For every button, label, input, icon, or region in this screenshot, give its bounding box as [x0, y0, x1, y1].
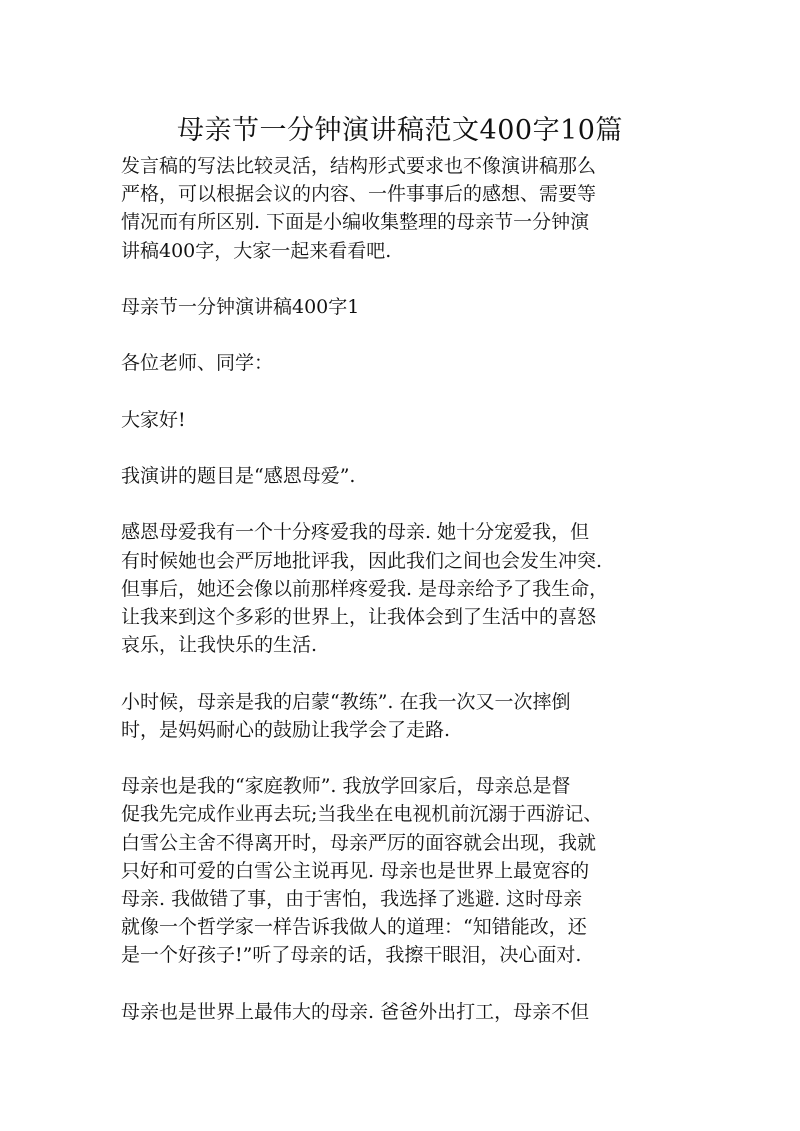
text-line: 白雪公主舍不得离开时，母亲严厉的面容就会出现，我就 [121, 831, 597, 854]
text-line: 小时候，母亲是我的启蒙“教练”. 在我一次又一次摔倒 [121, 690, 571, 713]
topic-paragraph [121, 462, 681, 490]
body-paragraph [121, 998, 681, 1026]
body-paragraph [121, 518, 681, 659]
text-line: 感恩母爱我有一个十分疼爱我的母亲. 她十分宠爱我，但 [121, 521, 590, 544]
text-line: 大家好! [121, 408, 186, 431]
text-line: 只好和可爱的白雪公主说再见. 母亲也是世界上最宽容的 [121, 859, 590, 882]
text-line: 就像一个哲学家一样告诉我做人的道理：“知错能改，还 [121, 916, 587, 939]
text-line: 母亲也是世界上最伟大的母亲. 爸爸外出打工，母亲不但 [121, 1000, 590, 1023]
text-line: 有时候她也会严厉地批评我，因此我们之间也会发生冲突. [121, 549, 603, 572]
text-line: 是一个好孩子!”听了母亲的话，我擦干眼泪，决心面对. [121, 944, 582, 967]
text-line: 严格，可以根据会议的内容、一件事事后的感想、需要等 [121, 183, 597, 206]
text-line: 但事后，她还会像以前那样疼爱我. 是母亲给予了我生命， [121, 577, 609, 600]
intro-paragraph [121, 152, 681, 265]
text-line: 哀乐，让我快乐的生活. [121, 634, 318, 657]
text-line: 我演讲的题目是“感恩母爱”. [121, 465, 356, 488]
text-line: 母亲也是我的“家庭教师”. 我放学回家后，母亲总是督 [121, 775, 571, 798]
salutation-paragraph [121, 349, 681, 377]
text-line: 情况而有所区别. 下面是小编收集整理的母亲节一分钟演 [121, 211, 590, 234]
text-line: 让我来到这个多彩的世界上，让我体会到了生活中的喜怒 [121, 606, 597, 628]
body-paragraph [121, 688, 681, 744]
text-line: 母亲. 我做错了事，由于害怕，我选择了逃避. 这时母亲 [121, 887, 583, 910]
text-line: 发言稿的写法比较灵活，结构形式要求也不像演讲稿那么 [121, 155, 597, 177]
document-body [121, 152, 681, 1054]
text-line: 讲稿400字，大家一起来看看吧. [121, 239, 392, 262]
body-paragraph [121, 772, 681, 969]
text-line: 时，是妈妈耐心的鼓励让我学会了走路. [121, 718, 451, 741]
document-title: 母亲节一分钟演讲稿范文400字10篇 [177, 115, 623, 146]
greeting-paragraph [121, 406, 681, 434]
text-line: 促我先完成作业再去玩;当我坐在电视机前沉溺于西游记、 [121, 803, 603, 826]
text-line: 各位老师、同学： [121, 352, 274, 375]
section-heading [121, 293, 681, 321]
text-line: 母亲节一分钟演讲稿400字1 [121, 295, 360, 318]
